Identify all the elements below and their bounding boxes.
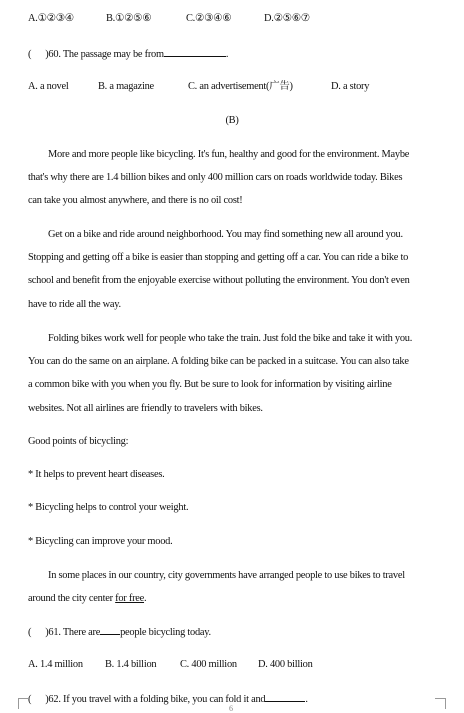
point-item: * It helps to prevent heart diseases.: [28, 469, 165, 480]
paragraph-line: Folding bikes work well for people who take the train. Just fold the bike and take it with you.: [48, 333, 413, 344]
q59-option-b: B.①②⑤⑥: [106, 13, 152, 24]
q61-blank: [100, 625, 120, 635]
q61-option-d: D. 400 billion: [258, 659, 313, 670]
q59-option-a: A.①②③④: [28, 13, 74, 24]
q62-paren: (: [28, 694, 32, 705]
paragraph-line: [28, 592, 146, 605]
q60-option-d: D. a story: [331, 81, 370, 92]
q60-text: )60. The passage may be from: [45, 49, 164, 60]
question-62: [28, 692, 308, 706]
q62-tail: .: [305, 694, 308, 705]
paragraph-line: that's why there are 1.4 billion bikes and only 400 million cars on roads worldwide today. Bikes: [28, 172, 403, 183]
point-item: * Bicycling helps to control your weight.: [28, 502, 189, 513]
paragraph-line: a common bike with you when you fly. But be sure to look for information by visiting airline: [28, 379, 392, 390]
q59-option-d: D.②⑤⑥⑦: [264, 13, 310, 24]
paragraph-line: have to ride all the way.: [28, 299, 121, 310]
underlined-phrase: for free: [115, 593, 145, 604]
q61-option-c: C. 400 million: [180, 659, 237, 670]
line-text: around the city center: [28, 593, 116, 604]
question-60: [28, 47, 228, 61]
q62-blank: [265, 692, 305, 702]
page-corner-mark: [18, 698, 29, 709]
q60-blank: [164, 47, 226, 57]
q62-pre: )62. If you travel with a folding bike, you can fold it and: [45, 694, 266, 705]
page-corner-mark: [435, 698, 446, 709]
section-label: (B): [225, 115, 239, 126]
line-tail: .: [144, 593, 147, 604]
q60-option-b: B. a magazine: [98, 81, 154, 92]
paragraph-line: More and more people like bicycling. It's fun, healthy and good for the environment. Maybe: [48, 149, 410, 160]
q61-option-b: B. 1.4 billion: [105, 659, 157, 670]
q61-option-a: A. 1.4 million: [28, 659, 83, 670]
point-item: * Bicycling can improve your mood.: [28, 536, 173, 547]
paragraph-line: In some places in our country, city governments have arranged people to use bikes to travel: [48, 570, 405, 581]
q61-pre: )61. There are: [45, 627, 101, 638]
paragraph-line: Stopping and getting off a bike is easier than stopping and getting off a car. You can ride a bike to: [28, 252, 409, 263]
paragraph-line: school and benefit from the enjoyable exercise without polluting the environment. You don't even: [28, 275, 410, 286]
question-61: [28, 625, 211, 639]
paragraph-line: Get on a bike and ride around neighborhood. You may find something new all around you.: [48, 229, 403, 240]
q60-option-a: A. a novel: [28, 81, 69, 92]
q61-post: people bicycling today.: [120, 627, 211, 638]
paragraph-line: websites. Not all airlines are friendly to travelers with bikes.: [28, 403, 263, 414]
q60-paren: (: [28, 49, 32, 60]
paragraph-line: You can do the same on an airplane. A folding bike can be packed in a suitcase. You can also take: [28, 356, 409, 367]
q61-paren: (: [28, 627, 32, 638]
q60-tail: .: [225, 49, 229, 60]
good-points-title: Good points of bicycling:: [28, 436, 129, 447]
q60-option-c: C. an advertisement(广告): [188, 81, 293, 92]
page-number: 6: [229, 704, 233, 713]
paragraph-line: can take you almost anywhere, and there is no oil cost!: [28, 195, 243, 206]
q59-option-c: C.②③④⑥: [186, 13, 232, 24]
